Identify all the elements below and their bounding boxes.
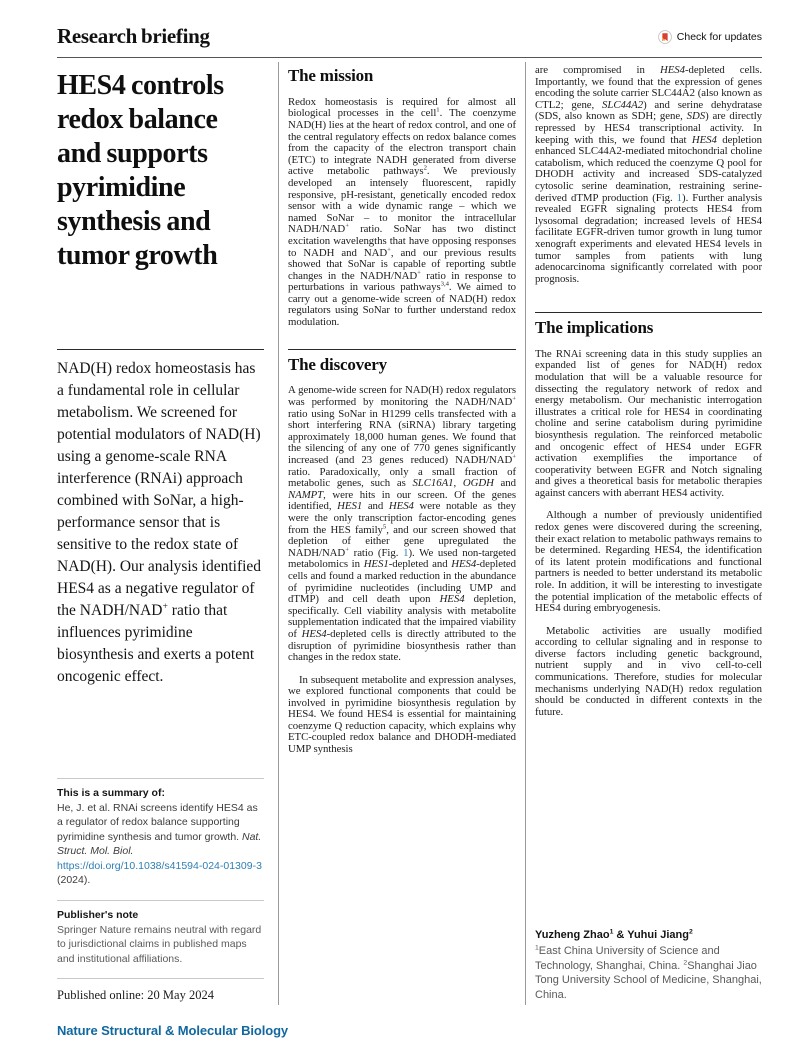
author-names: Yuzheng Zhao$^1$ & Yuhui Jiang$^2$ — [535, 928, 693, 941]
inline-link[interactable]: 1 — [403, 546, 409, 559]
check-for-updates-label: Check for updates — [676, 30, 762, 43]
section-heading-mission: The mission — [288, 66, 374, 85]
masthead-divider — [57, 57, 762, 58]
check-for-updates-button[interactable] — [658, 30, 762, 44]
article-body — [57, 62, 762, 1005]
standfirst-divider — [57, 349, 264, 350]
page-kicker: Research briefing — [57, 24, 210, 48]
author-affiliations: $^1$East China University of Science and Technology, Shanghai, China. $^2$Shanghai Jiao Tong University School of Medicine, Shanghai, China. — [535, 944, 762, 1001]
inline-link[interactable]: https://doi.org/10.1038/s41594-024-01309-3 — [57, 859, 262, 872]
right-column — [525, 62, 762, 1005]
section-implications — [535, 312, 762, 729]
authors-block — [535, 929, 762, 1005]
implications-paragraph-2: Although a number of previously unidentified redox genes were discovered during the screening, their exact relation to metabolic pathways remains to be determined. Regarding HES4, the identification of its latent protein modifications and functional partners is needed to better understand its metabolic role. In addition, it will be interesting to investigate the potential implication of the metabolic effects of HES4 during embryogenesis. — [535, 509, 762, 615]
implications-paragraph-1: The RNAi screening data in this study supplies an expanded list of genes for NAD(H) redox modulation that will be a valuable resource for dissecting the regulatory network of redox and energy metabolism. Our mechanistic interrogation illustrates a critical role for HES4 in coordinating choline and serine catabolism during pyrimidine biosynthesis regulation. The reinforced metabolic and oncogenic effect of HES4 under EGFR activation exemplifies the importance of cooperativity between EGFR and Notch signaling and gives a theoretical basis for metabolic therapies against cancers with aberrant HES4 activity. — [535, 347, 762, 499]
left-column — [57, 62, 264, 1005]
section-heading-implications: The implications — [535, 318, 654, 338]
masthead — [57, 24, 762, 49]
journal-name-footer: Nature Structural & Molecular Biology — [57, 1023, 289, 1038]
standfirst-block — [57, 349, 264, 688]
publisher-note-body: Springer Nature remains neutral with regard to jurisdictional claims in published maps and institutional affiliations. — [57, 923, 262, 965]
implications-section-divider — [535, 312, 762, 313]
publisher-note-label: Publisher's note — [57, 908, 139, 921]
inline-link[interactable]: 1 — [676, 191, 683, 204]
summary-note-divider — [57, 778, 264, 779]
discovery-paragraph-2-continued: are compromised in HES4-depleted cells. Importantly, we found that the expression of genes encoding the solute carrier SLC44A2 (also known as CTL2; gene, SLC44A2) and serine dehydratase (SDS, also known as SDH; gene, SDS) are directly repressed by HES4 transcriptional activity. In keeping with this, we found that HES4 depletion enhanced SLC44A2-mediated mitochondrial choline catabolism, which reduced the coenzyme Q pool for DHODH activity and increased SDS-catalyzed cytosolic serine deamination, restraining serine-derived dTMP production (Fig. 1). Further analysis revealed EGFR signaling protects HES4 from lysosomal degradation; increased levels of HES4 facilitate EGFR-driven tumor growth in lung tumor xenograft experiments and elevated HES4 levels in tumor samples from patients with lung adenocarcinoma significantly correlated with poor prognosis. — [535, 64, 762, 285]
crossmark-icon — [658, 30, 672, 44]
implications-paragraph-3: Metabolic activities are usually modified according to cellular signaling and in response to diverse factors including genetic background, nutrient supply and in vivo cell-to-cell communications. Therefore, studies for molecular mechanisms underlying NAD(H) redox regulation should be conducted in different contexts in the future. — [535, 624, 762, 718]
discovery-section-divider — [288, 349, 516, 350]
summary-note-label: This is a summary of: — [57, 786, 165, 799]
article-citation: He, J. et al. RNAi screens identify HES4 as a regulator of redox balance supporting pyrimidine synthesis and tumor growth. Nat. Struct. Mol. Biol. https://doi.org/10.1038/s41594-024-01309-3 (2024). — [57, 801, 262, 886]
section-heading-discovery: The discovery — [288, 354, 387, 374]
discovery-paragraph-1: A genome-wide screen for NAD(H) redox regulators was performed by monitoring the NADH/NAD+ ratio using SoNar in H1299 cells transfected with a short interfering RNA (siRNA) library targeting approximately 18,000 human genes. We found that the silencing of any one of 770 genes significantly increased (and 23 genes reduced) NADH/NAD+ ratio. Paradoxically, only a small fraction of metabolic genes, such as SLC16A1, OGDH and NAMPT, were hits in our screen. Of the genes identified, HES1 and HES4 were notable as they were the only transcription factor-encoding genes from the HES family$^5$, and our screen showed that depletion of either gene upregulated the NADH/NAD+ ratio (Fig. 1). We used non-targeted metabolomics in HES1-depleted and HES4-depleted cells and found a marked reduction in the abundance of pyrimidine nucleotides (including UMP and dTMP) and cell death upon HES4 depletion, specifically. Cell viability analysis with metabolite supplementation indicated that the impaired viability of HES4-depleted cells is directly attributed to the disruption of pyrimidine biosynthesis rather than changes in the redox state. — [288, 384, 516, 664]
published-online-date: Published online: 20 May 2024 — [57, 988, 214, 1002]
published-online-divider — [57, 978, 264, 979]
section-discovery — [288, 349, 516, 756]
left-column-notes — [57, 778, 264, 1006]
publisher-note-divider — [57, 900, 264, 901]
article-headline: HES4 controls redox balance and supports pyrimidine synthesis and tumor growth — [57, 70, 224, 271]
middle-column — [278, 62, 516, 1005]
mission-paragraph: Redox homeostasis is required for almost all biological processes in the cell$^1$. The coenzyme NAD(H) lies at the heart of redox control, and one of the central regulatory effects on redox balance comes from the capacity of the electron transport chain (ETC) to integrate NADH generated from diverse active metabolic pathways$^2$. We previously developed an intensely fluorescent, rapidly responsive, pH-resistant, genetically encoded redox sensor with a wide dynamic range – which we named SoNar – to monitor the intracellular NADH/NAD+ ratio. SoNar has two distinct excitation wavelengths that have opposing responses to NADH and NAD+, and our previous results showed that SoNar is capable of reporting subtle changes in the NADH/NAD+ ratio in response to perturbations in various pathways$^{3,4}$. We aimed to carry out a genome-wide screen of NAD(H) redox regulators using SoNar to further understand redox modulation. — [288, 95, 517, 329]
discovery-paragraph-2-start: In subsequent metabolite and expression analyses, we explored functional components that could be involved in pyrimidine biosynthesis regulation by HES4. We found HES4 is essential for maintaining coenzyme Q reduction capacity, which explains why ETC-coupled redox balance and DHODH-mediated UMP synthesis — [288, 673, 516, 756]
article-standfirst: NAD(H) redox homeostasis has a fundamental role in cellular metabolism. We screened for potential modulators of NAD(H) using a genome-scale RNA interference (RNAi) approach combined with SoNar, a high-performance sensor that is sensitive to the redox state of NAD(H). Our analysis identified HES4 as a negative regulator of the NADH/NAD+ ratio that influences pyrimidine biosynthesis and exerts a potent oncogenic effect. — [57, 360, 262, 685]
